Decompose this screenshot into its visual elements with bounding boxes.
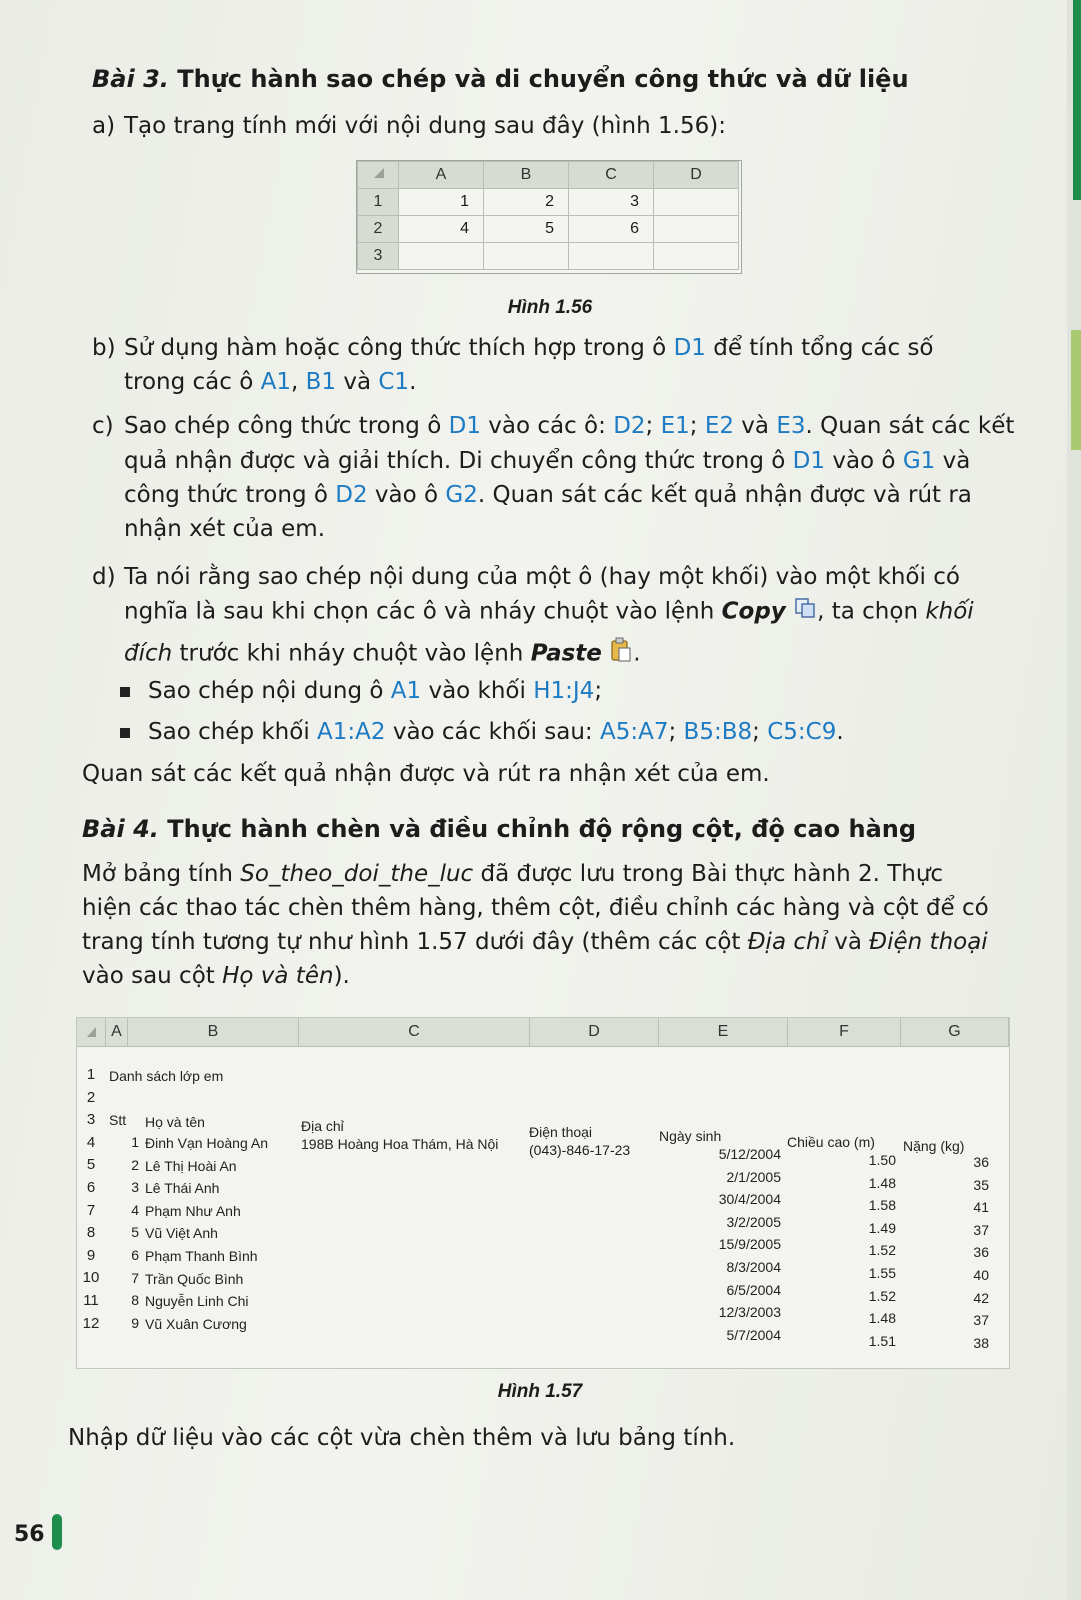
fig156-caption: Hình 1.56 (507, 297, 593, 318)
ex4-para-line4 (82, 962, 350, 991)
student-weight: 41 (973, 1199, 989, 1216)
bullet-square (120, 728, 130, 738)
file-name: So_theo_doi_the_luc (240, 861, 474, 887)
student-height: 1.48 (868, 1310, 896, 1327)
text: . (409, 369, 417, 395)
ex3-item-c-line3 (124, 481, 972, 510)
col-header: B (484, 162, 569, 189)
row-header: 1 (358, 189, 399, 216)
row-header: 11 (83, 1292, 99, 1309)
student-weight: 36 (973, 1154, 989, 1170)
text: vào các ô: (480, 413, 614, 439)
item-label: b) (92, 335, 116, 361)
text: để tính tổng các số (705, 335, 934, 361)
header-phone: Điện thoại (529, 1124, 593, 1140)
student-height: 1.48 (868, 1174, 896, 1191)
student-stt: 1 (131, 1134, 139, 1150)
student-dob: 5/7/2004 (726, 1326, 781, 1343)
ex3-item-b (92, 334, 934, 363)
cell-ref: B1 (305, 369, 337, 395)
student-dob: 30/4/2004 (718, 1191, 781, 1208)
student-stt: 9 (131, 1314, 139, 1331)
text: vào các khối sau: (385, 719, 600, 745)
ex3-item-d-line3 (124, 637, 641, 671)
text: Sao chép nội dung ô (148, 678, 391, 704)
row-header: 9 (86, 1246, 96, 1264)
cell-c2: 6 (569, 216, 654, 243)
ex4-title (82, 814, 916, 844)
student-weight: 37 (973, 1221, 989, 1238)
student-height: 1.52 (868, 1287, 896, 1304)
figure-1-57-sheet (76, 1017, 1010, 1369)
col-header: B (128, 1018, 299, 1047)
row-header: 1 (86, 1066, 96, 1083)
ex3-item-a (92, 112, 726, 141)
student-dob: 8/3/2004 (726, 1259, 781, 1275)
text: vào khối (421, 678, 534, 704)
text: Ta nói rằng sao chép nội dung của một ô (hay một khối) vào một khối có (124, 564, 960, 590)
student-name: Lê Thị Hoài An (145, 1157, 237, 1174)
header-weight: Nặng (kg) (903, 1138, 965, 1154)
text: ; (645, 413, 661, 439)
cell-ref: D2 (335, 482, 368, 508)
text: trước khi nháy chuột vào lệnh (172, 640, 531, 667)
text: vào ô (367, 482, 446, 508)
cell-a1: 1 (399, 189, 484, 216)
row-header: 2 (86, 1088, 96, 1106)
student-address: 198B Hoàng Hoa Thám, Hà Nội (301, 1136, 499, 1152)
student-weight: 38 (973, 1334, 989, 1351)
student-dob: 6/5/2004 (726, 1281, 781, 1298)
text: . (633, 640, 641, 667)
student-dob: 2/1/2005 (726, 1168, 781, 1185)
paste-icon (609, 637, 633, 671)
cell-ref: E1 (660, 413, 690, 439)
student-name: Lê Thái Anh (145, 1180, 220, 1197)
col-header: C (299, 1018, 530, 1047)
text: ). (333, 963, 350, 989)
col-header: D (530, 1018, 659, 1047)
header-dob: Ngày sinh (659, 1128, 722, 1144)
text: Địa chỉ (747, 929, 827, 955)
student-name: Vũ Xuân Cương (145, 1315, 247, 1332)
cell-ref: E3 (776, 413, 806, 439)
row-header: 3 (86, 1111, 96, 1129)
student-dob: 12/3/2003 (718, 1304, 781, 1321)
text: và (734, 413, 777, 439)
cell-d3 (654, 243, 739, 270)
ex3-title (92, 64, 909, 94)
student-name: Vũ Việt Anh (145, 1225, 218, 1242)
edge-tab-lime (1071, 330, 1081, 450)
cell-ref: D1 (448, 413, 481, 439)
ex3-item-c-line4: nhận xét của em. (124, 516, 326, 542)
cell-ref: A1 (260, 369, 291, 395)
text: trong các ô (124, 369, 261, 395)
header-stt: Stt (109, 1112, 127, 1128)
text: Sao chép khối (148, 719, 318, 745)
row-header: 7 (86, 1201, 96, 1219)
student-height: 1.50 (868, 1152, 896, 1168)
student-weight: 36 (973, 1244, 989, 1261)
page-edge (1067, 0, 1081, 1600)
text: , ta chọn (817, 598, 926, 625)
edge-tab-green (1073, 0, 1081, 200)
text: ; (689, 413, 705, 439)
student-height: 1.58 (868, 1197, 896, 1214)
row-header: 3 (358, 243, 399, 270)
row-header: 8 (86, 1224, 96, 1242)
student-name: Nguyễn Linh Chi (145, 1293, 249, 1310)
bullet-item-2 (120, 718, 844, 747)
cell-ref: H1:J4 (533, 678, 595, 704)
row-header: 2 (358, 216, 399, 243)
text: ; (594, 678, 603, 704)
text: khối (925, 598, 974, 625)
header-address: Địa chỉ (301, 1118, 344, 1134)
text: và (935, 448, 971, 474)
student-stt: 8 (131, 1292, 139, 1309)
text: ; (668, 719, 684, 745)
student-stt: 7 (131, 1269, 139, 1286)
text: và (826, 929, 870, 955)
cell-a2: 4 (399, 216, 484, 243)
student-phone: (043)-846-17-23 (529, 1142, 631, 1158)
ex4-para-line1 (82, 860, 943, 889)
copy-icon (793, 597, 817, 627)
cell-ref: A1 (390, 678, 422, 704)
student-name: Đinh Vạn Hoàng An (145, 1135, 268, 1151)
cell-b2: 5 (484, 216, 569, 243)
text: Sử dụng hàm hoặc công thức thích hợp trong ô (124, 335, 674, 361)
item-text: Tạo trang tính mới với nội dung sau đây (hình 1.56): (124, 113, 726, 139)
student-name: Phạm Như Anh (145, 1202, 241, 1219)
col-header: A (399, 162, 484, 189)
ex3-observation: Quan sát các kết quả nhận được và rút ra nhận xét của em. (82, 761, 770, 787)
col-header: D (654, 162, 739, 189)
col-header: A (106, 1018, 128, 1047)
corner-cell (77, 1018, 106, 1047)
cell-ref: G2 (445, 482, 478, 508)
paste-command: Paste (530, 640, 602, 667)
col-header: F (788, 1018, 901, 1047)
student-name: Phạm Thanh Bình (145, 1248, 258, 1264)
text: ; (752, 719, 768, 745)
student-dob: 3/2/2005 (726, 1213, 781, 1230)
text: Điện thoại (869, 929, 988, 955)
copy-command: Copy (721, 598, 786, 625)
cell-ref: C5:C9 (767, 719, 837, 745)
col-header: G (901, 1018, 1009, 1047)
student-height: 1.52 (868, 1242, 896, 1259)
student-name: Trần Quốc Bình (145, 1270, 244, 1287)
row-header: 5 (86, 1156, 96, 1174)
student-height: 1.49 (868, 1219, 896, 1236)
text: vào ô (825, 448, 903, 474)
student-weight: 40 (973, 1267, 989, 1283)
student-stt: 2 (131, 1156, 139, 1173)
student-dob: 5/12/2004 (718, 1146, 781, 1162)
cell-b1: 2 (484, 189, 569, 216)
row-header: 4 (86, 1133, 96, 1151)
col-header: E (659, 1018, 788, 1047)
text: . Quan sát các kết (805, 413, 1015, 439)
ex4-number: Bài 4. (82, 815, 159, 843)
text: đích (124, 640, 173, 667)
text: quả nhận được và giải thích. Di chuyển công thức trong ô (124, 448, 793, 474)
ex3-item-c-line2 (124, 447, 970, 476)
student-stt: 5 (131, 1224, 139, 1241)
bullet-square (120, 687, 130, 697)
student-stt: 3 (131, 1179, 139, 1196)
cell-ref: G1 (902, 448, 936, 474)
sheet-title: Danh sách lớp em (109, 1068, 224, 1084)
ex4-title-text: Thực hành chèn và điều chỉnh độ rộng cột, độ cao hàng (158, 815, 917, 843)
text: Sao chép công thức trong ô (124, 413, 449, 439)
header-height: Chiều cao (m) (787, 1134, 875, 1150)
item-label: a) (92, 113, 116, 139)
cell-c3 (569, 243, 654, 270)
ex3-item-d-line2 (124, 597, 974, 627)
bullet-item-1 (120, 677, 602, 706)
text: Mở bảng tính (82, 861, 241, 887)
row-header: 10 (82, 1269, 100, 1287)
text: nghĩa là sau khi chọn các ô và nháy chuột vào lệnh (124, 598, 722, 625)
ex3-number: Bài 3. (92, 65, 169, 93)
cell-ref: D2 (613, 413, 646, 439)
text: vào sau cột (82, 963, 223, 989)
student-weight: 37 (973, 1312, 989, 1329)
ex4-para-line3 (82, 928, 988, 957)
ex3-item-b-line2 (124, 368, 416, 397)
text: Họ và tên (222, 963, 334, 989)
text: . Quan sát các kết quả nhận được và rút ra (477, 482, 972, 508)
cell-d1 (654, 189, 739, 216)
page-number: 56 (14, 1522, 45, 1547)
ex3-title-text: Thực hành sao chép và di chuyển công thức và dữ liệu (168, 65, 909, 93)
cell-ref: D1 (792, 448, 826, 474)
student-weight: 35 (973, 1176, 989, 1193)
text: trang tính tương tự như hình 1.57 dưới đây (thêm các cột (82, 929, 748, 955)
cell-ref: C1 (378, 369, 410, 395)
cell-ref: E2 (704, 413, 734, 439)
ex4-para-line2: hiện các thao tác chèn thêm hàng, thêm cột, điều chỉnh các hàng và cột để có (82, 895, 989, 921)
cell-ref: D1 (673, 335, 706, 361)
ex3-item-c (92, 412, 1014, 441)
item-label: c) (92, 413, 114, 439)
fig157-caption: Hình 1.57 (497, 1381, 583, 1402)
text: , (290, 369, 306, 395)
row-header: 12 (82, 1314, 100, 1332)
student-dob: 15/9/2005 (718, 1236, 781, 1253)
student-height: 1.55 (868, 1265, 896, 1281)
header-name: Họ và tên (145, 1114, 205, 1130)
item-label: d) (92, 564, 116, 590)
text: đã được lưu trong Bài thực hành 2. Thực (473, 861, 944, 887)
cell-ref: B5:B8 (683, 719, 753, 745)
student-height: 1.51 (868, 1332, 896, 1349)
student-weight: 42 (973, 1289, 989, 1306)
student-stt: 4 (131, 1201, 139, 1218)
text: và (336, 369, 379, 395)
cell-c1: 3 (569, 189, 654, 216)
cell-a3 (399, 243, 484, 270)
cell-b3 (484, 243, 569, 270)
text: . (836, 719, 844, 745)
cell-ref: A1:A2 (317, 719, 386, 745)
row-header: 6 (86, 1179, 96, 1196)
figure-1-56-sheet (356, 160, 742, 274)
col-header: C (569, 162, 654, 189)
corner-cell (358, 162, 399, 189)
cell-d2 (654, 216, 739, 243)
ex4-final-instruction: Nhập dữ liệu vào các cột vừa chèn thêm và lưu bảng tính. (68, 1425, 736, 1451)
text: công thức trong ô (124, 482, 336, 508)
fig156-grid (357, 161, 739, 270)
cell-ref: A5:A7 (600, 719, 669, 745)
page-number-marker (52, 1514, 62, 1550)
ex3-item-d (92, 563, 960, 592)
student-stt: 6 (131, 1247, 139, 1263)
